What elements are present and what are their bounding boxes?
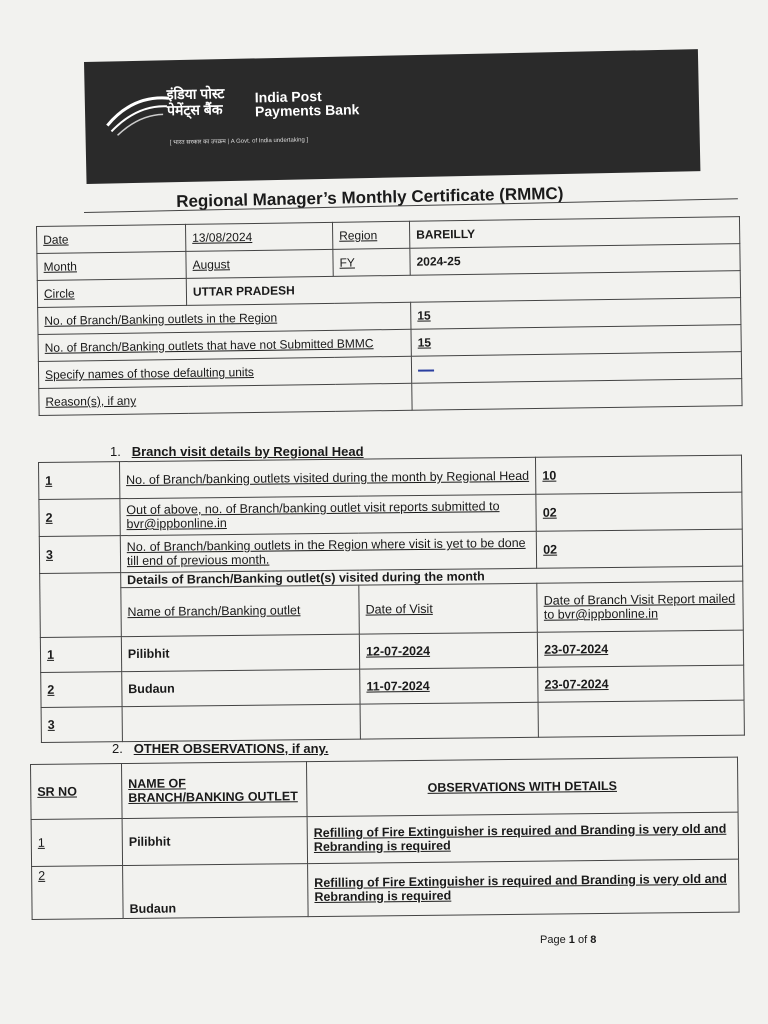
visit-name — [122, 704, 361, 741]
page-current: 1 — [568, 934, 575, 946]
circle-label: Circle — [37, 278, 186, 307]
section2-title: OTHER OBSERVATIONS, if any. — [133, 741, 329, 756]
visit-date — [360, 702, 539, 739]
date-label: Date — [37, 224, 186, 253]
not-submitted-value: 15 — [411, 325, 741, 357]
date-value: 13/08/2024 — [185, 222, 332, 251]
page-label: Page — [540, 934, 566, 946]
details-spacer — [40, 573, 122, 638]
visit-name: Budaun — [122, 669, 361, 706]
obs-name: Pilibhit — [122, 817, 307, 866]
section2-heading — [112, 741, 328, 756]
visit-report-date: 23-07-2024 — [538, 665, 744, 702]
obs-sr: 1 — [31, 819, 122, 867]
table-row — [32, 859, 740, 919]
page-number — [540, 934, 596, 946]
row-sr: 1 — [39, 462, 120, 500]
col-observations: OBSERVATIONS WITH DETAILS — [306, 757, 738, 817]
row-sr: 3 — [39, 536, 120, 574]
region-value: BAREILLY — [409, 217, 739, 249]
visit-report-date: 23-07-2024 — [538, 630, 744, 667]
circle-value: UTTAR PRADESH — [186, 271, 740, 306]
logo-english-text: India Post Payments Bank — [254, 88, 360, 120]
outlets-label: No. of Branch/Banking outlets in the Region — [38, 302, 411, 334]
row-value: 10 — [536, 455, 742, 494]
reasons-value — [412, 379, 742, 411]
visit-sr: 3 — [41, 707, 122, 743]
details-heading: Details of Branch/Banking outlet(s) visited during the month — [121, 566, 743, 588]
observations-table — [30, 757, 740, 920]
obs-detail: Refilling of Fire Extinguisher is required and Branding is very old and Rebranding is required — [308, 859, 740, 917]
pen-dash-mark — [418, 369, 434, 371]
col-report-date: Date of Branch Visit Report mailed to bvr@ippbonline.in — [537, 581, 743, 632]
section1-title: Branch visit details by Regional Head — [131, 444, 364, 459]
col-visit-date: Date of Visit — [359, 583, 538, 634]
fy-value: 2024-25 — [410, 244, 740, 276]
row-text: No. of Branch/banking outlets in the Region where visit is yet to be done till end of previous month. — [120, 531, 537, 572]
page-title: Regional Manager’s Monthly Certificate (RMMC) — [176, 183, 564, 211]
col-outlet-name: NAME OF BRANCH/BANKING OUTLET — [122, 762, 308, 819]
region-label: Region — [332, 221, 409, 249]
branch-visit-table — [38, 455, 745, 743]
row-value: 02 — [536, 529, 742, 568]
month-label: Month — [37, 251, 186, 280]
info-table — [36, 216, 743, 416]
col-sr-no: SR NO — [31, 764, 123, 820]
page-of: of — [577, 934, 588, 946]
logo-tagline: [ भारत सरकार का उपक्रम | A Govt. of India undertaking ] — [169, 137, 309, 147]
row-text: No. of Branch/banking outlets visited during the month by Regional Head — [119, 457, 536, 498]
section1-heading — [110, 444, 364, 459]
fy-label: FY — [333, 248, 410, 276]
visit-date: 12-07-2024 — [359, 632, 538, 669]
table-row — [41, 700, 744, 742]
obs-detail: Refilling of Fire Extinguisher is required and Branding is very old and Rebranding is required — [307, 812, 738, 864]
reasons-label: Reason(s), if any — [39, 383, 412, 415]
page-total: 8 — [590, 934, 597, 946]
logo-hindi-text: इंडिया पोस्ट पेमेंट्स बैंक — [166, 85, 225, 119]
visit-sr: 2 — [41, 672, 122, 708]
defaulting-label: Specify names of those defaulting units — [38, 356, 411, 388]
obs-name: Budaun — [123, 864, 309, 919]
section1-number: 1. — [110, 444, 121, 459]
row-sr: 2 — [39, 499, 120, 537]
table-row — [31, 812, 738, 866]
col-branch-name: Name of Branch/Banking outlet — [121, 585, 360, 636]
not-submitted-label: No. of Branch/Banking outlets that have not Submitted BMMC — [38, 329, 411, 361]
visit-sr: 1 — [40, 637, 121, 673]
row-text: Out of above, no. of Branch/banking outlet visit reports submitted to bvr@ippbonline.in — [120, 494, 537, 535]
month-value: August — [186, 249, 333, 278]
visit-date: 11-07-2024 — [360, 667, 539, 704]
obs-sr: 2 — [32, 866, 124, 920]
section2-number: 2. — [112, 741, 123, 756]
visit-name: Pilibhit — [121, 634, 360, 671]
ippb-logo-icon — [102, 84, 173, 145]
header-banner — [84, 49, 700, 184]
visit-report-date — [538, 700, 744, 737]
outlets-value: 15 — [411, 298, 741, 330]
row-value: 02 — [536, 492, 742, 531]
